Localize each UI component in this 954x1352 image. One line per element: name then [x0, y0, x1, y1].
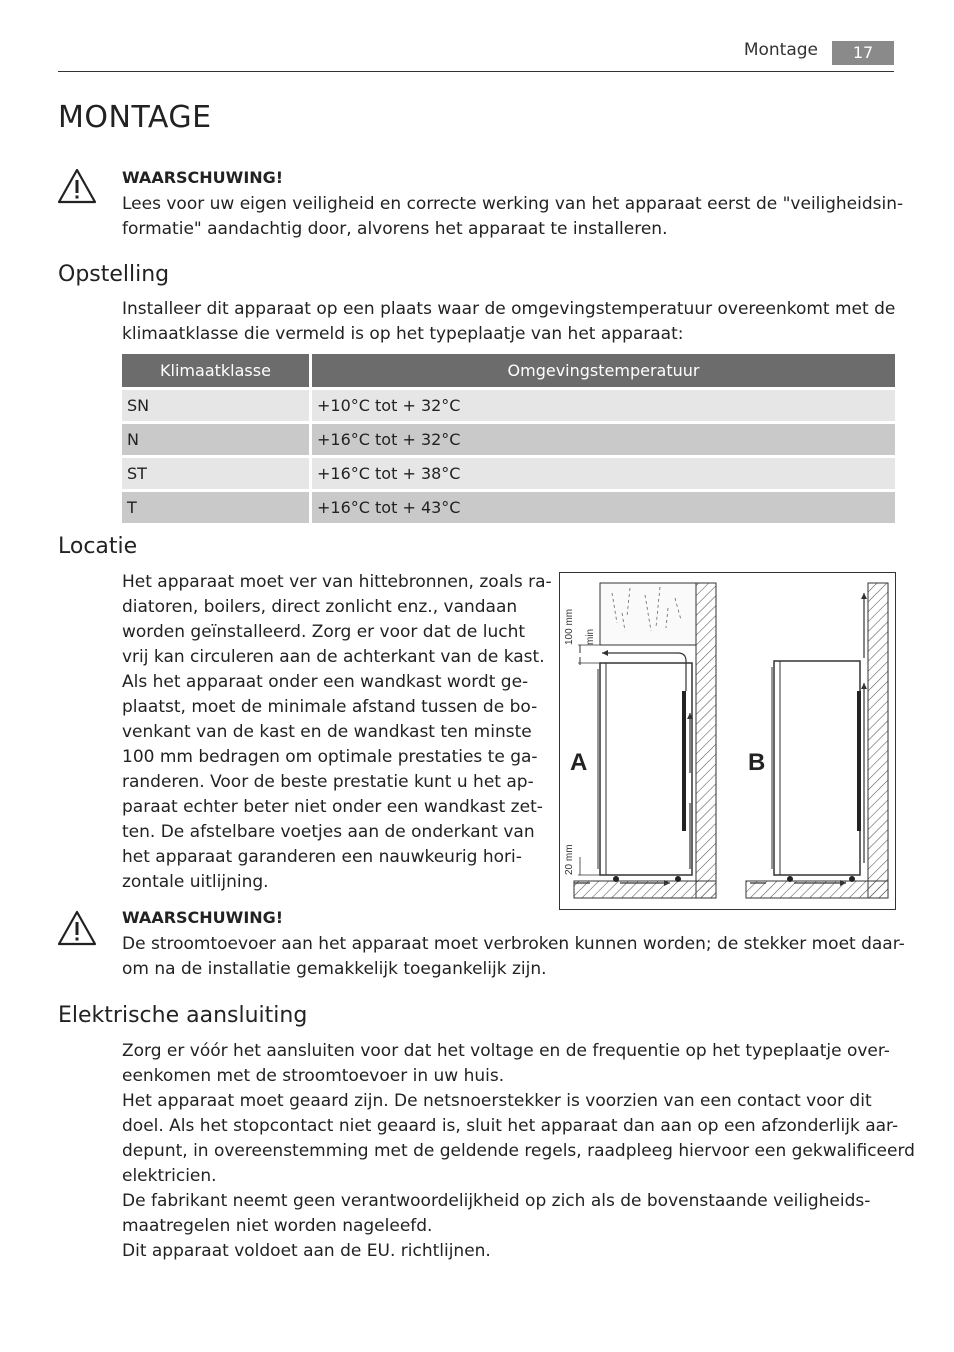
text-line: ten. De afstelbare voetjes aan de onderkant van: [122, 822, 535, 842]
text-line: paraat echter beter niet onder een wandkast zet-: [122, 797, 543, 817]
warning-title: WAARSCHUWING!: [122, 168, 284, 187]
table-cell: SN: [122, 387, 309, 421]
table-cell: T: [122, 489, 309, 523]
page-header: [58, 38, 894, 72]
text-line: doel. Als het stopcontact niet geaard is, sluit het apparaat dan aan op een afzonderlijk aar-: [122, 1116, 899, 1136]
warning-icon: [57, 910, 97, 946]
table-row: [122, 387, 895, 421]
table-row: [122, 455, 895, 489]
section-heading-opstelling: Opstelling: [58, 262, 170, 287]
table-cell: +16°C tot + 32°C: [309, 421, 895, 455]
opstelling-text: [122, 297, 895, 347]
text-line: Zorg er vóór het aansluiten voor dat het voltage en de frequentie op het typeplaatje over-: [122, 1041, 890, 1061]
table-cell: +16°C tot + 43°C: [309, 489, 895, 523]
section-heading-elektrisch: Elektrische aansluiting: [58, 1003, 308, 1028]
table-cell: ST: [122, 455, 309, 489]
text-line: Als het apparaat onder een wandkast wordt ge-: [122, 672, 529, 692]
figure-a: [564, 583, 716, 898]
table-row: [122, 421, 895, 455]
figure-b: [746, 583, 888, 898]
ventilation-diagram-svg: [560, 573, 895, 909]
text-line: eenkomen met de stroomtoevoer in uw huis.: [122, 1066, 505, 1086]
text-line: diatoren, boilers, direct zonlicht enz., vandaan: [122, 597, 518, 617]
label-a: A: [570, 749, 588, 776]
dimension-bottom: 20 mm: [564, 844, 575, 875]
text-line: elektricien.: [122, 1166, 217, 1186]
text-line: formatie" aandachtig door, alvorens het apparaat te installeren.: [122, 219, 668, 239]
text-line: Installeer dit apparaat op een plaats waar de omgevingstemperatuur overeenkomt met de: [122, 299, 896, 319]
text-line: klimaatklasse die vermeld is op het typeplaatje van het apparaat:: [122, 324, 684, 344]
warning-text: [122, 192, 903, 242]
text-line: maatregelen niet worden nageleefd.: [122, 1216, 433, 1236]
table-cell: +16°C tot + 38°C: [309, 455, 895, 489]
dimension-top-min: min: [585, 628, 596, 645]
elektrisch-text: [122, 1039, 915, 1264]
dimension-top: 100 mm: [564, 608, 575, 645]
header-page-number: 17: [832, 41, 894, 65]
text-line: Het apparaat moet geaard zijn. De netsnoerstekker is voorzien van een contact voor dit: [122, 1091, 872, 1111]
page-title: MONTAGE: [58, 100, 212, 135]
text-line: randeren. Voor de beste prestatie kunt u het ap-: [122, 772, 534, 792]
text-line: Lees voor uw eigen veiligheid en correcte werking van het apparaat eerst de "veiligheidsin-: [122, 194, 904, 214]
text-line: worden geïnstalleerd. Zorg er voor dat de lucht: [122, 622, 526, 642]
table-header: Omgevingstemperatuur: [309, 354, 895, 387]
table-cell: +10°C tot + 32°C: [309, 387, 895, 421]
table-row: [122, 489, 895, 523]
text-line: venkant van de kast en de wandkast ten minste: [122, 722, 532, 742]
label-b: B: [748, 749, 766, 776]
warning-title: WAARSCHUWING!: [122, 908, 284, 927]
warning-icon: [57, 168, 97, 204]
table-header: Klimaatklasse: [122, 354, 309, 387]
text-line: De fabrikant neemt geen verantwoordelijkheid op zich als de bovenstaande veiligheids-: [122, 1191, 871, 1211]
locatie-text: [122, 570, 552, 895]
table-cell: N: [122, 421, 309, 455]
text-line: Dit apparaat voldoet aan de EU. richtlijnen.: [122, 1241, 491, 1261]
text-line: zontale uitlijning.: [122, 872, 269, 892]
climate-class-table: [122, 354, 895, 523]
text-line: Het apparaat moet ver van hittebronnen, zoals ra-: [122, 572, 552, 592]
text-line: plaatst, moet de minimale afstand tussen de bo-: [122, 697, 538, 717]
header-section-title: Montage: [743, 40, 818, 60]
installation-diagram: [559, 572, 896, 910]
warning-text: [122, 932, 905, 982]
text-line: 100 mm bedragen om optimale prestaties te ga-: [122, 747, 538, 767]
text-line: depunt, in overeenstemming met de geldende regels, raadpleeg hiervoor een gekwalificeerd: [122, 1141, 915, 1161]
text-line: om na de installatie gemakkelijk toegankelijk zijn.: [122, 959, 547, 979]
text-line: vrij kan circuleren aan de achterkant van de kast.: [122, 647, 545, 667]
section-heading-locatie: Locatie: [58, 534, 138, 559]
text-line: het apparaat garanderen een nauwkeurig hori-: [122, 847, 522, 867]
text-line: De stroomtoevoer aan het apparaat moet verbroken kunnen worden; de stekker moet daar-: [122, 934, 905, 954]
